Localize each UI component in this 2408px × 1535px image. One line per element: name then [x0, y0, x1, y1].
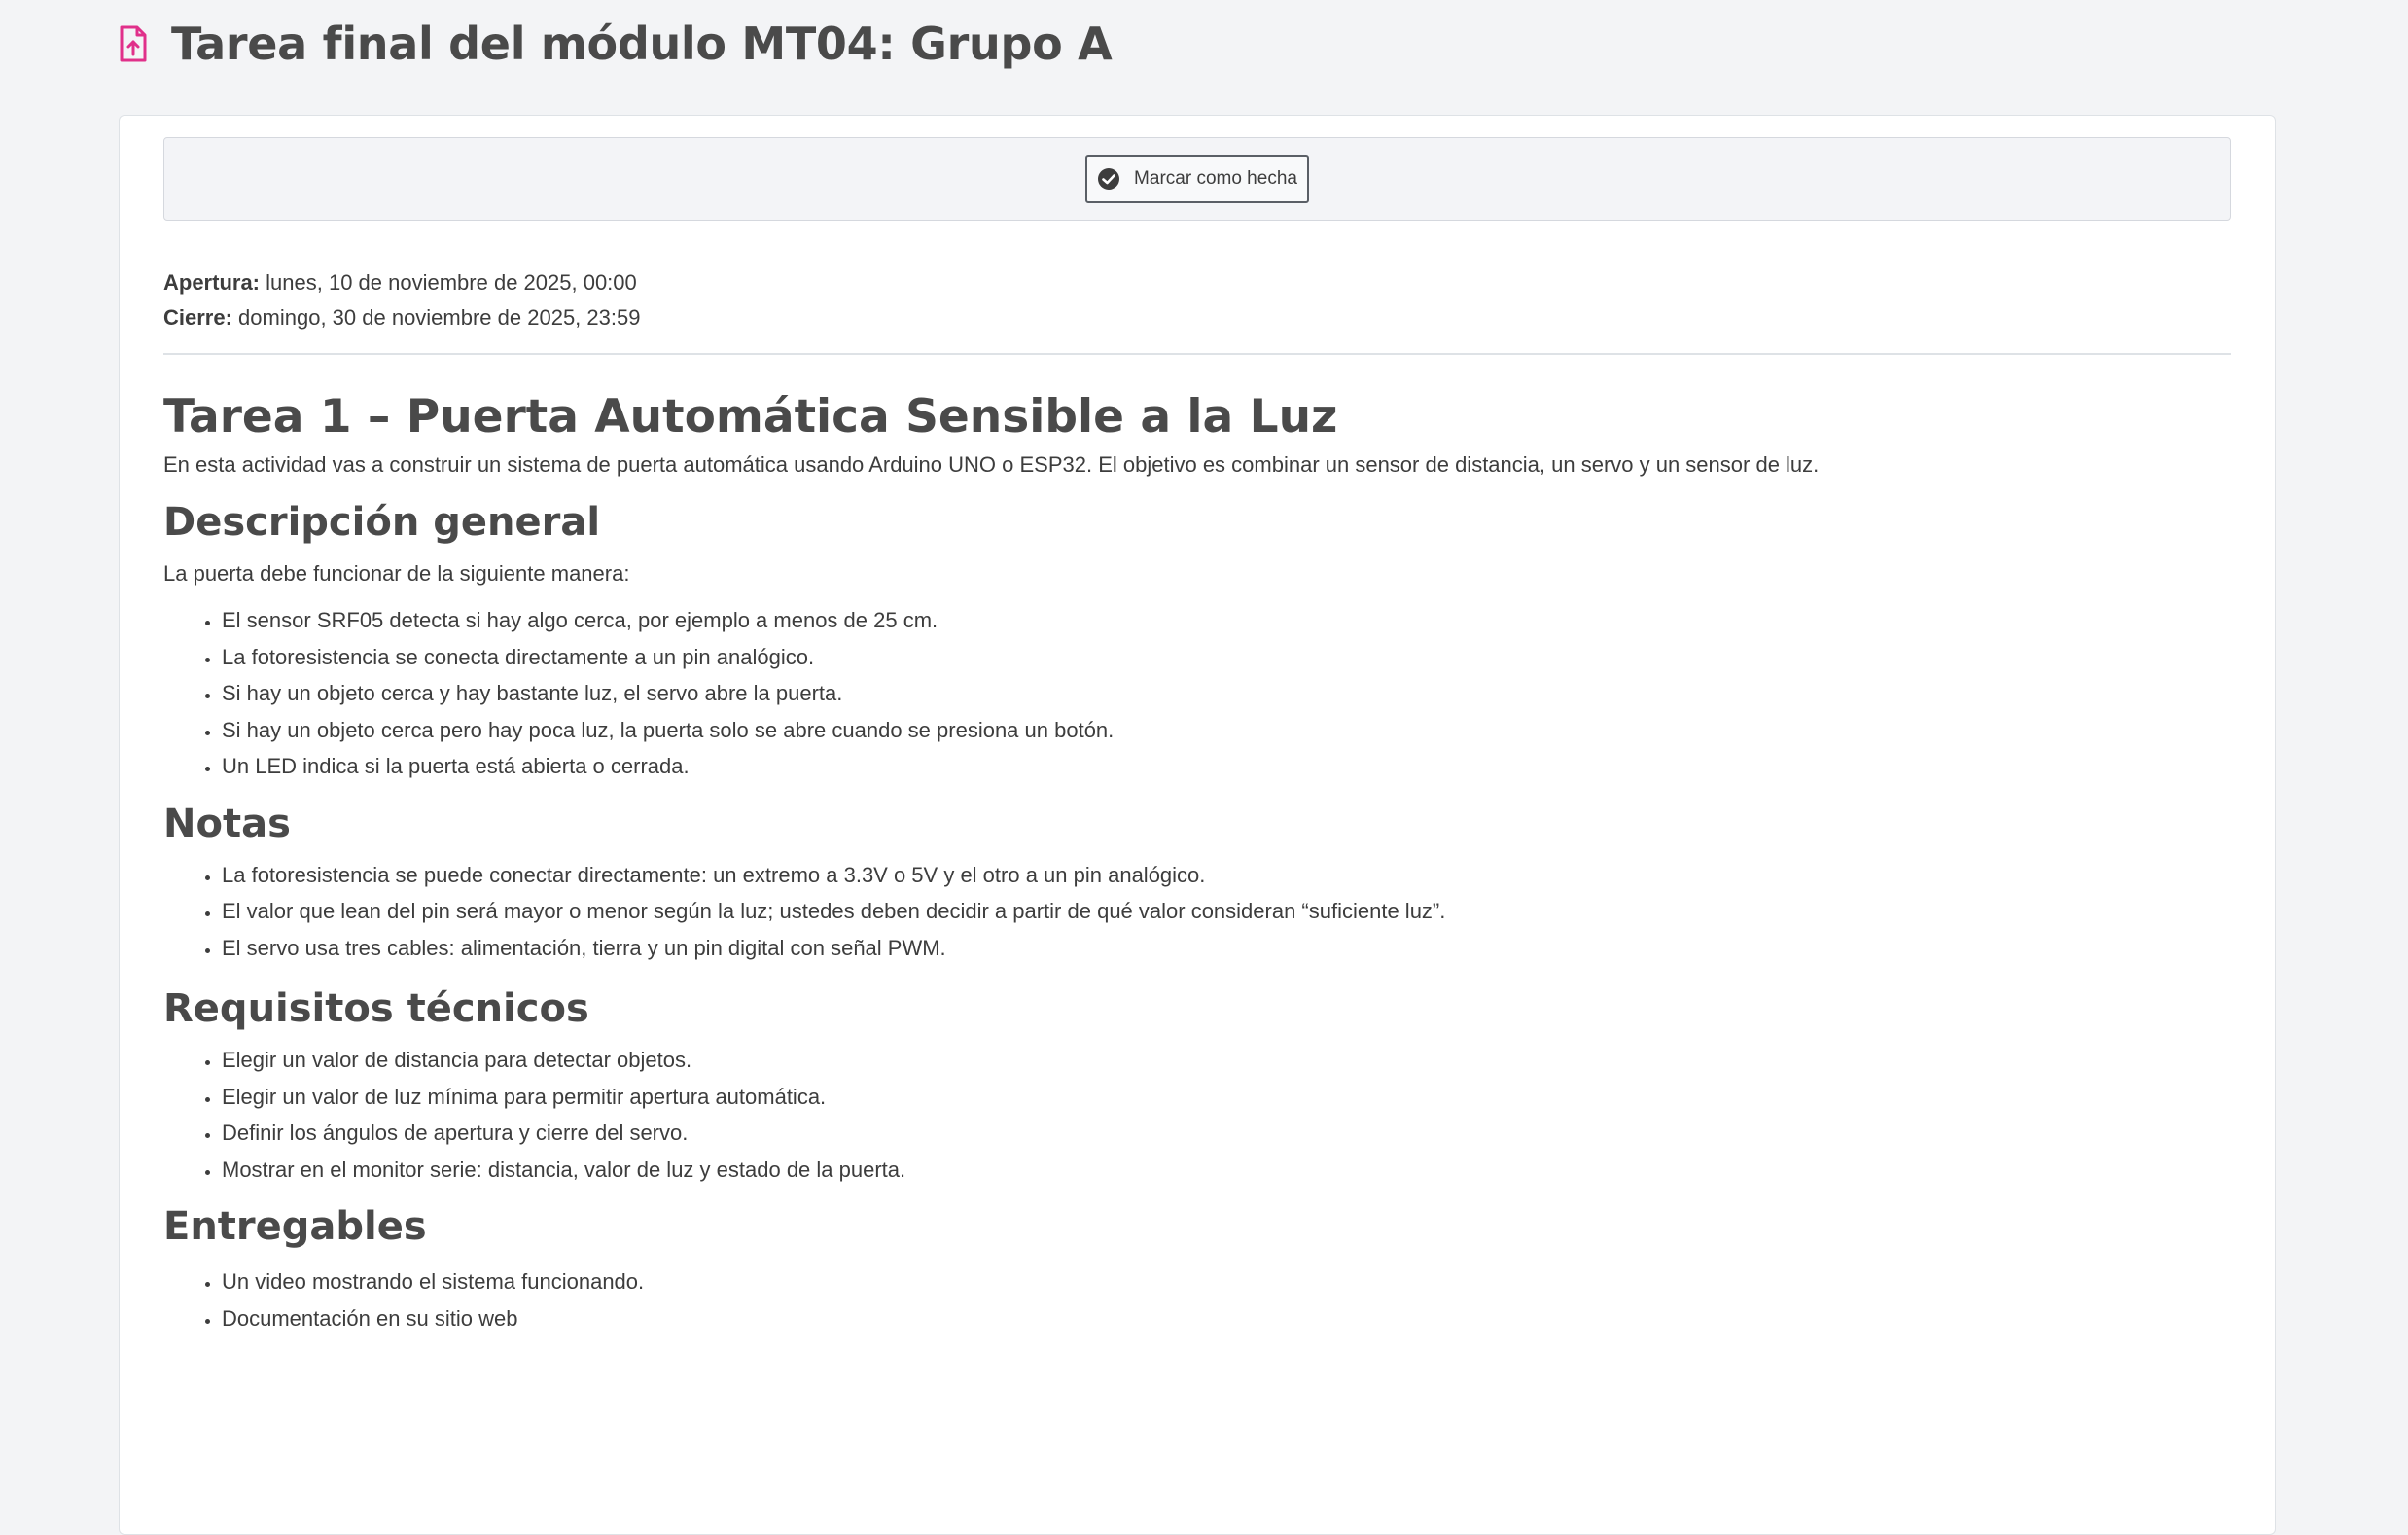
- list-item: • Si hay un objeto cerca pero hay poca luz, la puerta solo se abre cuando se presiona un botón.: [222, 712, 2231, 749]
- section-heading: Descripción general: [163, 500, 601, 545]
- section-heading: Notas: [163, 801, 291, 846]
- section-paragraph: La puerta debe funcionar de la siguiente manera:: [163, 561, 630, 586]
- close-date-label: Cierre:: [163, 305, 232, 330]
- mark-as-done-button[interactable]: [1085, 155, 1309, 203]
- activity-description: [163, 388, 2231, 1337]
- list-item: • Elegir un valor de distancia para detectar objetos.: [222, 1042, 2231, 1079]
- check-circle-icon: [1097, 167, 1120, 191]
- section-list: [163, 857, 2231, 967]
- open-date-value: lunes, 10 de noviembre de 2025, 00:00: [266, 270, 637, 295]
- divider: [163, 353, 2231, 355]
- list-item: • La fotoresistencia se puede conectar directamente: un extremo a 3.3V o 5V y el otro a un pin analógico.: [222, 857, 2231, 894]
- open-date: [163, 266, 640, 301]
- open-date-label: Apertura:: [163, 270, 261, 295]
- section-list: [163, 1042, 2231, 1188]
- task-intro: En esta actividad vas a construir un sistema de puerta automática usando Arduino UNO o ESP32. El objetivo es combinar un sensor de distancia, un servo y un sensor de luz.: [163, 452, 1820, 477]
- list-item: • El valor que lean del pin será mayor o menor según la luz; ustedes deben decidir a partir de qué valor consideran “suficiente luz”.: [222, 893, 2231, 930]
- list-item: • Definir los ángulos de apertura y cierre del servo.: [222, 1115, 2231, 1152]
- list-item: • El servo usa tres cables: alimentación, tierra y un pin digital con señal PWM.: [222, 930, 2231, 967]
- completion-bar: [163, 137, 2231, 221]
- page-header: [119, 10, 1112, 78]
- list-item: • El sensor SRF05 detecta si hay algo cerca, por ejemplo a menos de 25 cm.: [222, 602, 2231, 639]
- close-date: [163, 301, 640, 336]
- close-date-value: domingo, 30 de noviembre de 2025, 23:59: [238, 305, 641, 330]
- mark-as-done-label: Marcar como hecha: [1134, 168, 1297, 189]
- list-item: • Documentación en su sitio web: [222, 1301, 2231, 1338]
- list-item: • La fotoresistencia se conecta directamente a un pin analógico.: [222, 639, 2231, 676]
- list-item: • Un video mostrando el sistema funcionando.: [222, 1264, 2231, 1301]
- list-item: • Mostrar en el monitor serie: distancia, valor de luz y estado de la puerta.: [222, 1152, 2231, 1189]
- list-item: • Un LED indica si la puerta está abierta o cerrada.: [222, 748, 2231, 785]
- task-title: Tarea 1 – Puerta Automática Sensible a la Luz: [163, 390, 1338, 444]
- page-title: Tarea final del módulo MT04: Grupo A: [171, 18, 1113, 70]
- file-upload-icon: [119, 23, 152, 64]
- list-item: • Si hay un objeto cerca y hay bastante luz, el servo abre la puerta.: [222, 675, 2231, 712]
- list-item: • Elegir un valor de luz mínima para permitir apertura automática.: [222, 1079, 2231, 1116]
- section-heading: Requisitos técnicos: [163, 986, 589, 1031]
- activity-dates: [163, 266, 640, 336]
- section-list: [163, 602, 2231, 785]
- section-list: [163, 1264, 2231, 1337]
- section-heading: Entregables: [163, 1204, 427, 1249]
- activity-card: [119, 115, 2276, 1535]
